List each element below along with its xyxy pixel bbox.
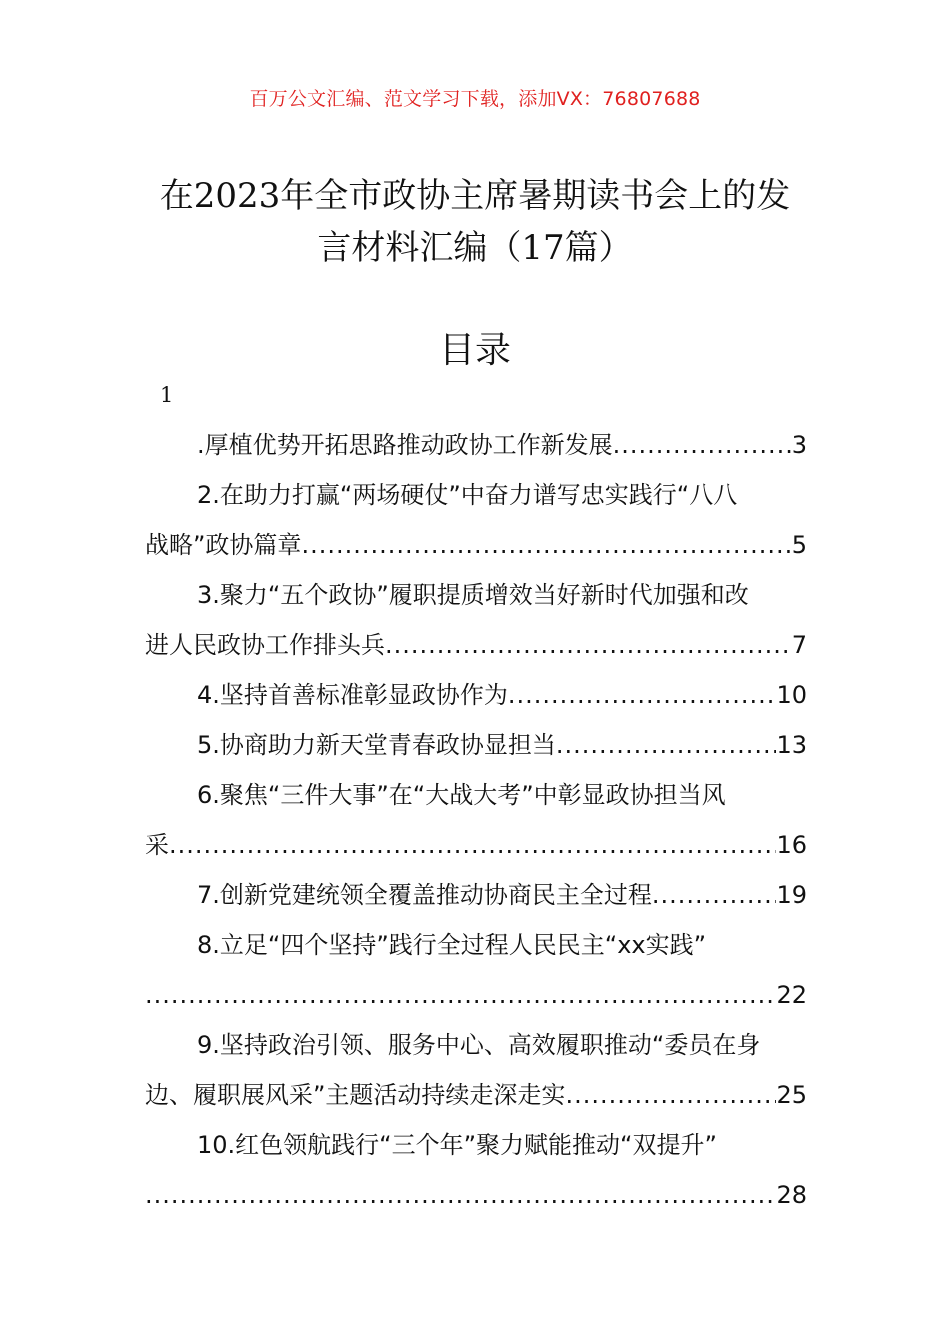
toc-page-number: 3	[791, 431, 807, 459]
toc-page-number: 16	[776, 831, 807, 859]
toc-page-number: 25	[776, 1081, 807, 1109]
toc-leader-dots	[385, 620, 792, 670]
toc-leader-dots	[556, 720, 777, 770]
toc-page-number: 28	[776, 1181, 807, 1209]
toc-entry[interactable]	[145, 720, 807, 770]
toc-leader-dots	[301, 520, 791, 570]
toc-entry-title: 4.坚持首善标准彰显政协作为	[197, 681, 508, 709]
toc-entry[interactable]	[145, 770, 807, 870]
toc-entry[interactable]	[145, 920, 807, 1020]
toc-entry-title-cont: 采	[145, 831, 169, 859]
table-of-contents	[145, 420, 807, 1220]
toc-heading: 目录	[438, 330, 511, 371]
toc-entry-title: 8.立足“四个坚持”践行全过程人民民主“xx实践”	[197, 931, 707, 959]
toc-entry-title-cont: 进人民政协工作排头兵	[145, 631, 385, 659]
toc-page-number: 5	[791, 531, 807, 559]
page-marker: 1	[160, 383, 174, 407]
toc-entry-title-cont: 战略”政协篇章	[145, 531, 302, 559]
toc-entry[interactable]	[145, 570, 807, 670]
toc-entry-title: .厚植优势开拓思路推动政协工作新发展	[197, 431, 613, 459]
toc-entry[interactable]	[145, 1020, 807, 1120]
toc-entry[interactable]	[145, 470, 807, 570]
toc-leader-dots	[508, 670, 777, 720]
toc-page-number: 19	[776, 881, 807, 909]
toc-entry-title: 2.在助力打赢“两场硬仗”中奋力谱写忠实践行“八八	[197, 481, 738, 509]
toc-page-number: 13	[776, 731, 807, 759]
toc-entry[interactable]	[145, 420, 807, 470]
toc-entry-title: 7.创新党建统领全覆盖推动协商民主全过程	[197, 881, 652, 909]
title-line-2: 言材料汇编（17篇）	[317, 228, 633, 268]
toc-leader-dots	[145, 970, 776, 1020]
toc-entry-title: 5.协商助力新天堂青春政协显担当	[197, 731, 556, 759]
document-title	[120, 170, 830, 274]
toc-entry-title: 10.红色领航践行“三个年”聚力赋能推动“双提升”	[197, 1131, 717, 1159]
toc-entry-title: 3.聚力“五个政协”履职提质增效当好新时代加强和改	[197, 581, 749, 609]
toc-entry[interactable]	[145, 670, 807, 720]
toc-leader-dots	[145, 1170, 776, 1220]
toc-entry-title: 9.坚持政治引领、服务中心、高效履职推动“委员在身	[197, 1031, 761, 1059]
toc-leader-dots	[613, 420, 792, 470]
toc-entry-title-cont: 边、履职展风采”主题活动持续走深走实	[145, 1081, 566, 1109]
toc-entry[interactable]	[145, 870, 807, 920]
toc-page-number: 22	[776, 981, 807, 1009]
title-line-1: 在2023年全市政协主席暑期读书会上的发	[159, 176, 791, 216]
toc-entry-title: 6.聚焦“三件大事”在“大战大考”中彰显政协担当风	[197, 781, 726, 809]
toc-entry[interactable]	[145, 1120, 807, 1220]
toc-leader-dots	[652, 870, 777, 920]
toc-page-number: 7	[791, 631, 807, 659]
header-banner: 百万公文汇编、范文学习下载，添加VX：76807688	[249, 88, 701, 110]
toc-page-number: 10	[776, 681, 807, 709]
toc-leader-dots	[169, 820, 776, 870]
toc-leader-dots	[565, 1070, 776, 1120]
